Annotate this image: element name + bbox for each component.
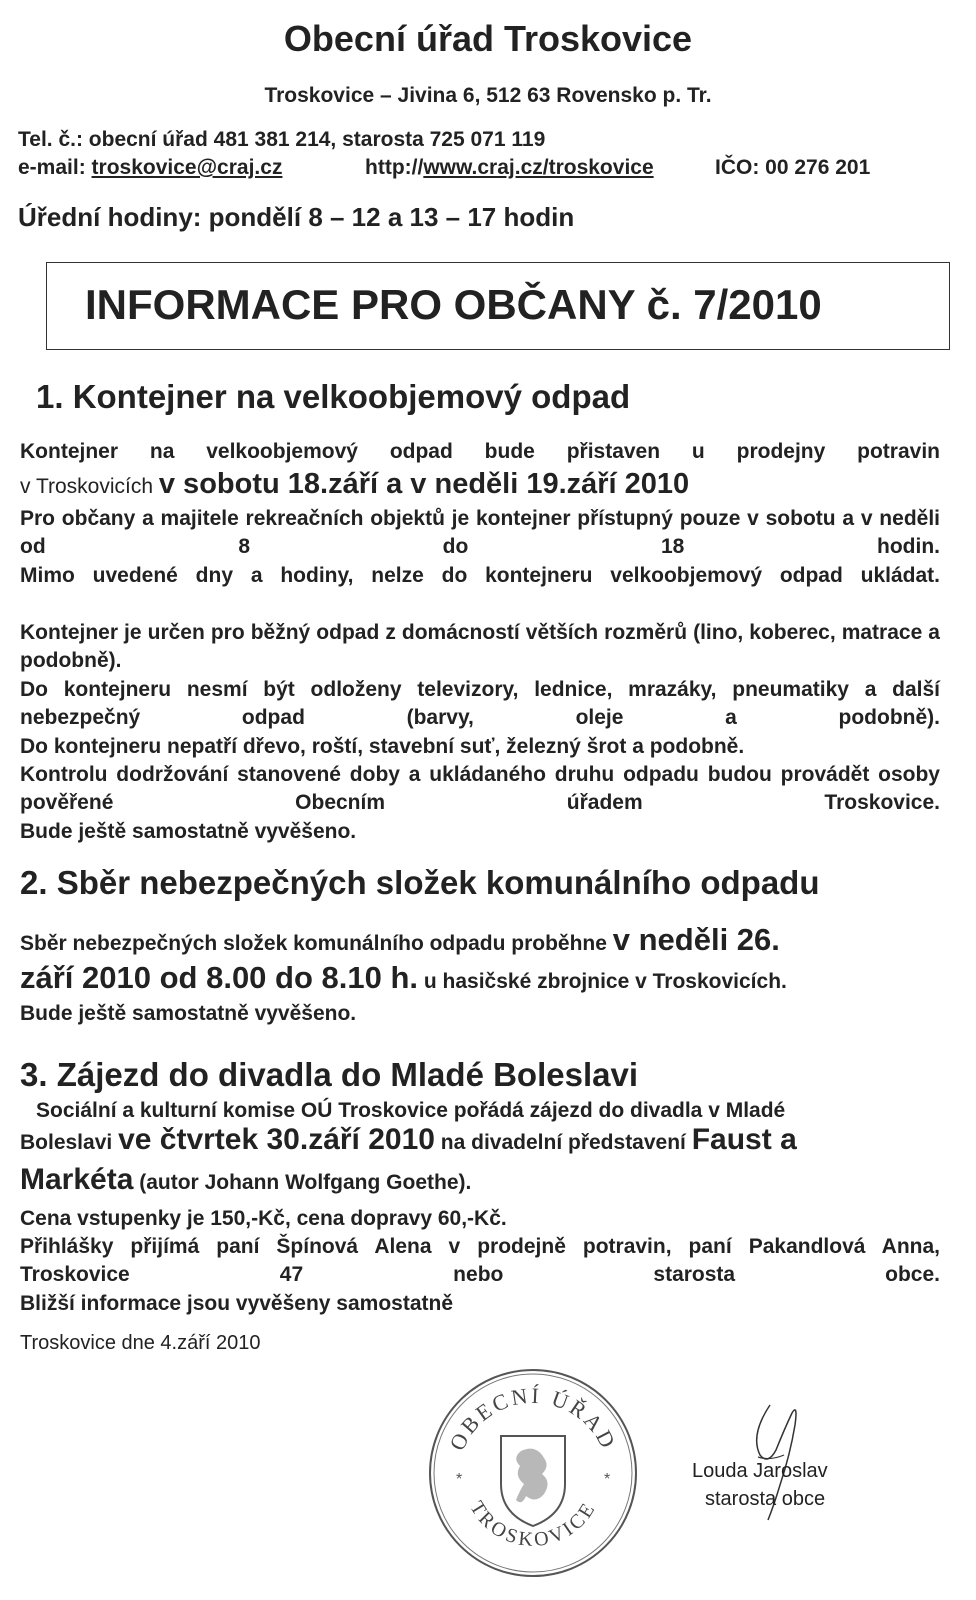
section1-para2: Pro občany a majitele rekreačních objektů je kontejner přístupný pouze v sobotu a v neděli od 8 do 18 hodin. — [20, 507, 940, 559]
section3-registration: Přihlášky přijímá paní Špínová Alena v prodejně potravin, paní Pakandlová Anna, Troskovice 47 nebo starosta obce. — [20, 1235, 940, 1287]
coat-of-arms-icon — [501, 1436, 565, 1526]
section1-dates: v sobotu 18.září a v neděli 19.září 2010 — [158, 468, 690, 500]
section3-prices: Cena vstupenky je 150,-Kč, cena dopravy 60,-Kč. — [20, 1207, 507, 1230]
office-hours: Úřední hodiny: pondělí 8 – 12 a 13 – 17 hodin — [18, 202, 575, 232]
section2-line1-prefix: Sběr nebezpečných složek komunálního odpadu proběhne — [20, 932, 613, 955]
email-link[interactable]: troskovice@craj.cz — [91, 156, 283, 179]
section3-line2 — [20, 1123, 940, 1157]
notice-title-box — [46, 262, 950, 350]
web-prefix: http:// — [365, 156, 424, 179]
section1-heading: 1. Kontejner na velkoobjemový odpad — [36, 378, 631, 415]
section2-date-part2: září 2010 od 8.00 do 8.10 h. — [20, 960, 419, 995]
section1-para8: Bude ještě samostatně vyvěšeno. — [20, 820, 357, 843]
office-address: Troskovice – Jivina 6, 512 63 Rovensko p. Tr. — [264, 84, 712, 107]
signer-name: Louda Jaroslav — [692, 1460, 828, 1482]
section2-line2 — [20, 960, 940, 996]
section1-para3: Mimo uvedené dny a hodiny, nelze do kontejneru velkoobjemový odpad ukládat. — [20, 564, 940, 587]
official-stamp — [426, 1366, 640, 1580]
stamp-bottom-text: TROSKOVICE — [465, 1497, 601, 1552]
section2-note: Bude ještě samostatně vyvěšeno. — [20, 1002, 357, 1025]
ico-number: IČO: 00 276 201 — [715, 156, 871, 179]
stamp-top-text: OBECNÍ ÚŘAD — [444, 1382, 622, 1455]
issue-date: Troskovice dne 4.září 2010 — [20, 1332, 261, 1354]
section3-play-title-part1: Faust a — [691, 1123, 797, 1156]
section3-line2-c: na divadelní představení — [434, 1131, 692, 1154]
section2-date-part1: v neděli 26. — [612, 922, 780, 957]
section1-para6: Do kontejneru nepatří dřevo, roští, stavební suť, železný šrot a podobně. — [20, 735, 745, 758]
section3-more-info: Bližší informace jsou vyvěšeny samostatně — [20, 1292, 454, 1315]
section3-line1: Sociální a kulturní komise OÚ Troskovice pořádá zájezd do divadla v Mladé — [36, 1099, 786, 1122]
section3-line3 — [20, 1163, 940, 1197]
section1-line2-prefix: v Troskovicích — [20, 475, 159, 498]
section3-play-title-part2: Markéta — [20, 1163, 134, 1196]
web-link[interactable]: www.craj.cz/troskovice — [423, 156, 654, 179]
office-title: Obecní úřad Troskovice — [283, 18, 693, 59]
phone-line: Tel. č.: obecní úřad 481 381 214, starosta 725 071 119 — [18, 128, 546, 151]
notice-title: INFORMACE PRO OBČANY č. 7/2010 — [85, 281, 822, 328]
section3-line2-a: Boleslavi — [20, 1131, 119, 1154]
svg-text:OBECNÍ ÚŘAD — [444, 1383, 622, 1455]
svg-text:*: * — [456, 1471, 463, 1488]
email-web-line — [18, 156, 282, 180]
section3-heading: 3. Zájezd do divadla do Mladé Boleslavi — [20, 1056, 638, 1093]
email-label: e-mail: — [18, 156, 92, 179]
section1-para7: Kontrolu dodržování stanovené doby a ukládaného druhu odpadu budou provádět osoby pověřené Obecním úřadem Troskovice. — [20, 763, 940, 815]
web-line — [365, 156, 654, 180]
svg-text:TROSKOVICE — [465, 1497, 600, 1551]
section1-line2 — [20, 470, 940, 501]
section2-heading: 2. Sběr nebezpečných složek komunálního odpadu — [20, 864, 820, 901]
section2-location: u hasičské zbrojnice v Troskovicích. — [418, 970, 787, 993]
section1-para4: Kontejner je určen pro běžný odpad z domácností větších rozměrů (lino, koberec, matrace a podobně). — [20, 621, 940, 673]
section3-author: (autor Johann Wolfgang Goethe). — [133, 1171, 472, 1194]
section1-line1: Kontejner na velkoobjemový odpad bude přistaven u prodejny potravin — [20, 440, 940, 463]
section3-event-date: ve čtvrtek 30.září 2010 — [118, 1123, 435, 1156]
svg-text:*: * — [604, 1471, 611, 1488]
section1-para5: Do kontejneru nesmí být odloženy televizory, lednice, mrazáky, pneumatiky a další nebezpečný odpad (barvy, oleje a podobně). — [20, 678, 940, 730]
signer-role: starosta obce — [705, 1488, 826, 1510]
section2-line1 — [20, 922, 940, 958]
